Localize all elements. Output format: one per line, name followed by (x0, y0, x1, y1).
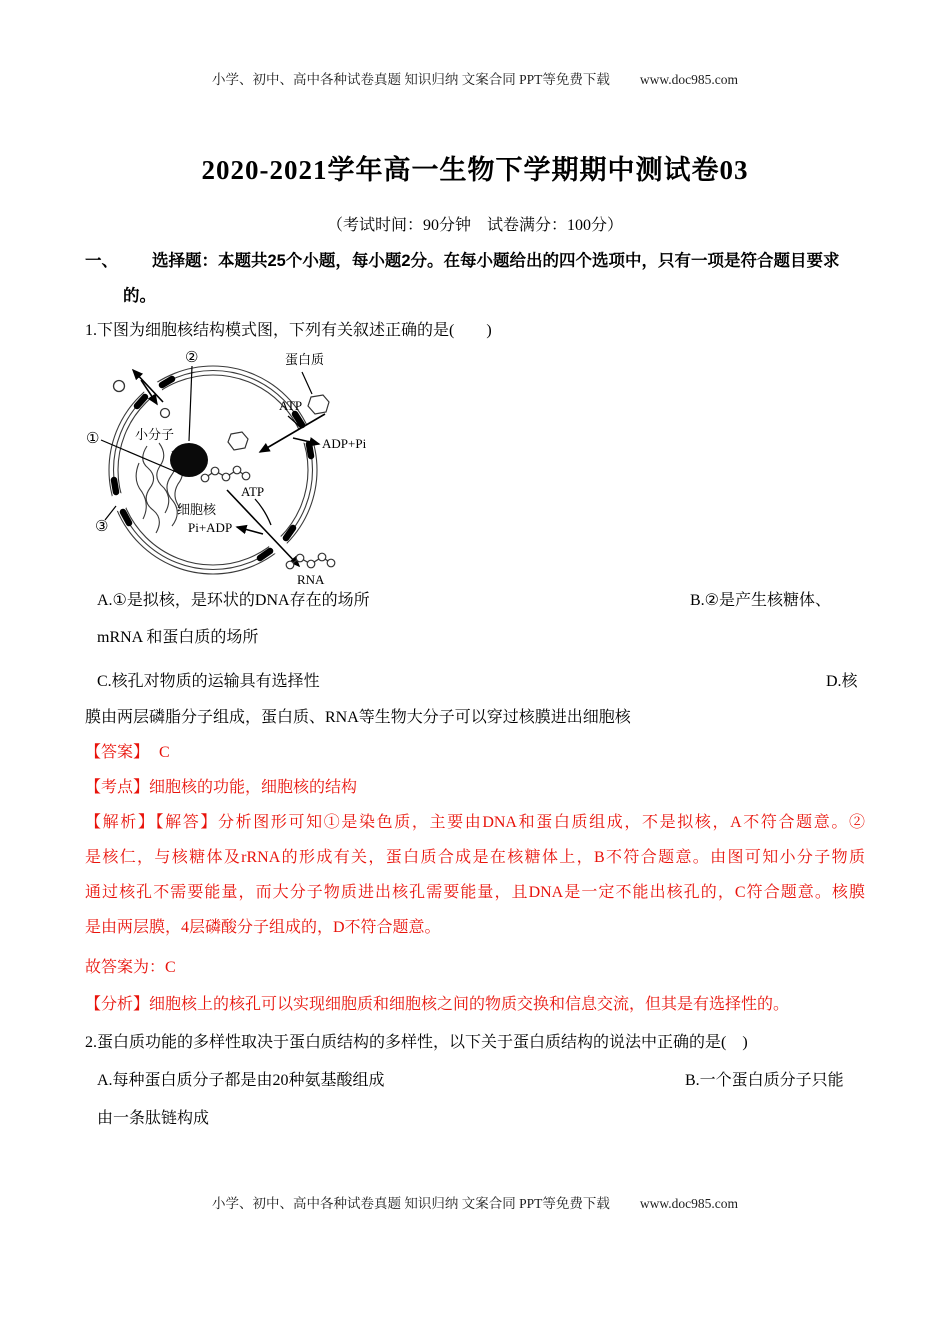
label-rna: RNA (297, 572, 325, 587)
exam-subtitle: （考试时间：90分钟 试卷满分：100分） (326, 217, 623, 234)
label-adp-pi: ADP+Pi (322, 436, 367, 451)
pointer-lines (101, 366, 312, 520)
q1-option-d-cont: 膜由两层磷脂分子组成，蛋白质、RNA等生物大分子可以穿过核膜进出细胞核 (85, 709, 631, 726)
rna-molecule-inside (201, 466, 250, 482)
label-nucleus: 细胞核 (177, 502, 217, 517)
label-atp-bottom: ATP (241, 484, 265, 499)
page-title: 2020-2021学年高一生物下学期期中测试卷03 (201, 155, 749, 185)
question-1-stem: 1.下图为细胞核结构模式图，下列有关叙述正确的是( ) (85, 322, 492, 339)
page-header (0, 68, 950, 88)
section-heading (85, 250, 865, 272)
label-num2: ② (185, 350, 199, 366)
q1-points-line: 【考点】细胞核的功能，细胞核的结构 (85, 779, 358, 796)
q2-options-row-ab (85, 1070, 865, 1092)
q1-analysis-line-2: 是核仁，与核糖体及rRNA的形成有关，蛋白质合成是在核糖体上，B不符合题意。由图可知小分子物质 (85, 849, 865, 866)
cell-nucleus-diagram (85, 342, 377, 599)
q1-option-b-cont: mRNA 和蛋白质的场所 (97, 629, 259, 646)
q2-option-a: A.每种蛋白质分子都是由20种氨基酸组成 (97, 1072, 385, 1089)
q1-analysis-line-4: 是由两层膜，4层磷酸分子组成的，D不符合题意。 (85, 919, 441, 936)
header-promo-text: 小学、初中、高中各种试卷真题 知识归纳 文案合同 PPT等免费下载 (212, 72, 610, 87)
q1-option-b: B.②是产生核糖体、 (690, 592, 832, 609)
label-atp-top: ATP (279, 398, 303, 413)
section-text: 选择题：本题共25个小题，每小题2分。在每小题给出的四个选项中，只有一项是符合题目要求 (152, 252, 840, 270)
label-small-molecule: 小分子 (135, 427, 175, 442)
q1-analysis-line-1: 【解析】【解答】分析图形可知①是染色质，主要由DNA和蛋白质组成，不是拟核，A不符合题意。② (85, 814, 865, 831)
q1-answer-line (85, 742, 865, 764)
page-footer (0, 1192, 950, 1212)
label-pi-adp: Pi+ADP (188, 520, 233, 535)
q1-option-c: C.核孔对物质的运输具有选择性 (97, 673, 320, 690)
q2-option-b: B.一个蛋白质分子只能 (685, 1072, 844, 1089)
header-site-url: www.doc985.com (639, 72, 738, 87)
q1-note-line: 【分析】细胞核上的核孔可以实现细胞质和细胞核之间的物质交换和信息交流，但其是有选择性的。 (85, 996, 790, 1013)
answer-label: 【答案】 (85, 744, 150, 761)
footer-site-url: www.doc985.com (639, 1196, 738, 1211)
cell-nucleus-figure (85, 342, 377, 594)
footer-promo-text: 小学、初中、高中各种试卷真题 知识归纳 文案合同 PPT等免费下载 (212, 1196, 610, 1211)
q1-conclusion-line: 故答案为：C (85, 959, 176, 976)
label-protein: 蛋白质 (285, 352, 325, 367)
section-number: 一、 (85, 252, 118, 270)
answer-value: C (159, 744, 170, 761)
q1-option-a: A.①是拟核，是环状的DNA存在的场所 (97, 592, 370, 609)
q1-option-d: D.核 (826, 673, 858, 690)
q1-options-row-cd (85, 671, 865, 693)
section-heading-cont: 的。 (123, 287, 156, 305)
question-2-stem: 2.蛋白质功能的多样性取决于蛋白质结构的多样性，以下关于蛋白质结构的说法中正确的是( ) (85, 1034, 748, 1051)
q1-options-row-ab (85, 590, 865, 612)
q1-analysis-line-3: 通过核孔不需要能量，而大分子物质进出核孔需要能量，且DNA是一定不能出核孔的，C符合题意。核膜 (85, 884, 865, 901)
q2-option-b-cont: 由一条肽链构成 (97, 1110, 210, 1127)
label-num1: ① (86, 431, 100, 447)
label-num3: ③ (95, 519, 109, 535)
